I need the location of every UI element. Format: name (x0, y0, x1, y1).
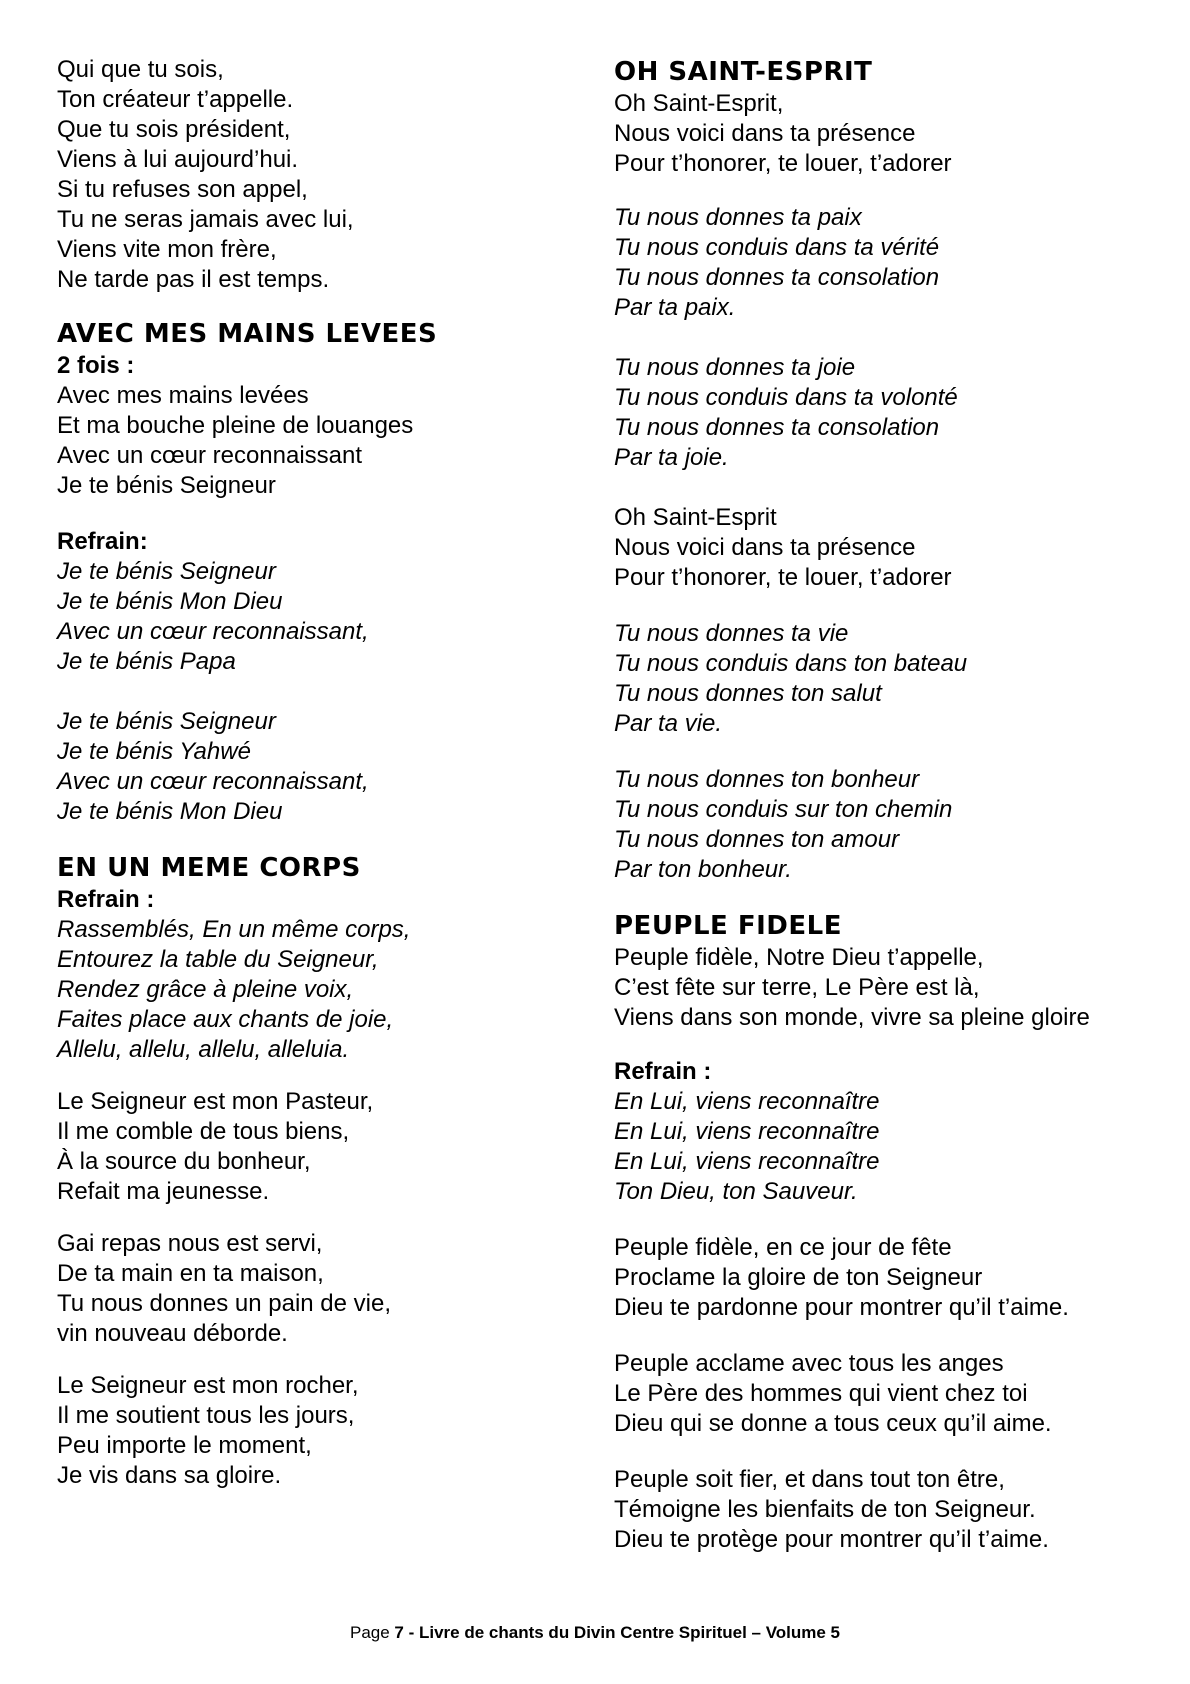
refrain-line: En Lui, viens reconnaître (614, 1148, 880, 1175)
song-title: OH SAINT-ESPRIT (614, 57, 873, 87)
stanza-spacer (57, 1349, 577, 1371)
lyric-line: Avec un cœur reconnaissant (57, 442, 363, 469)
lyric-line: Pour t’honorer, te louer, t’adorer (614, 150, 952, 177)
footer-prefix: Page (349, 1623, 395, 1642)
stanza-spacer (614, 593, 1174, 619)
lyric-line: À la source du bonheur, (57, 1148, 311, 1175)
refrain-line: Tu nous conduis dans ta volonté (614, 384, 958, 411)
section-label: 2 fois : (57, 352, 135, 379)
lyric-line: Je te bénis Seigneur (57, 472, 276, 499)
lyric-line: Peuple fidèle, en ce jour de fête (614, 1234, 952, 1261)
stanza-spacer (614, 1207, 1174, 1233)
refrain-line: Allelu, allelu, allelu, alleluia. (57, 1036, 350, 1063)
footer-page-number: 7 (394, 1623, 404, 1642)
refrain-line: Tu nous conduis dans ton bateau (614, 650, 968, 677)
refrain-line: Tu nous conduis dans ta vérité (614, 234, 940, 261)
refrain-line: En Lui, viens reconnaître (614, 1088, 880, 1115)
lyric-line: Peuple fidèle, Notre Dieu t’appelle, (614, 944, 984, 971)
section-label: Refrain : (57, 886, 155, 913)
refrain-line: En Lui, viens reconnaître (614, 1118, 880, 1145)
lyric-line: Peuple acclame avec tous les anges (614, 1350, 1004, 1377)
lyric-line: Ne tarde pas il est temps. (57, 266, 330, 293)
lyric-line: Nous voici dans ta présence (614, 534, 916, 561)
refrain-line: Tu nous donnes ton bonheur (614, 766, 920, 793)
stanza-spacer (614, 1439, 1174, 1465)
lyric-line: Ton créateur t’appelle. (57, 86, 294, 113)
lyric-line: Il me soutient tous les jours, (57, 1402, 355, 1429)
refrain-line: Avec un cœur reconnaissant, (57, 618, 369, 645)
refrain-line: Tu nous conduis sur ton chemin (614, 796, 953, 823)
lyric-line: Pour t’honorer, te louer, t’adorer (614, 564, 952, 591)
lyric-line: De ta main en ta maison, (57, 1260, 324, 1287)
song-title: AVEC MES MAINS LEVEES (57, 319, 438, 349)
refrain-line: Avec un cœur reconnaissant, (57, 768, 369, 795)
lyric-line: Viens dans son monde, vivre sa pleine gloire (614, 1004, 1090, 1031)
stanza-spacer (57, 501, 577, 527)
right-column (614, 55, 1174, 1555)
stanza-spacer (57, 295, 577, 317)
refrain-line: Rendez grâce à pleine voix, (57, 976, 354, 1003)
lyric-line: Oh Saint-Esprit (614, 504, 777, 531)
lyric-line: Tu ne seras jamais avec lui, (57, 206, 354, 233)
section-label: Refrain : (614, 1058, 712, 1085)
lyric-line: Peuple soit fier, et dans tout ton être, (614, 1466, 1005, 1493)
lyric-line: Que tu sois président, (57, 116, 291, 143)
refrain-line: Par ta joie. (614, 444, 729, 471)
refrain-line: Entourez la table du Seigneur, (57, 946, 379, 973)
footer-title: - Livre de chants du Divin Centre Spirituel – Volume 5 (403, 1623, 841, 1642)
lyric-line: Viens vite mon frère, (57, 236, 277, 263)
refrain-line: Rassemblés, En un même corps, (57, 916, 411, 943)
lyric-line: Dieu qui se donne a tous ceux qu’il aime. (614, 1410, 1052, 1437)
refrain-line: Je te bénis Seigneur (57, 558, 276, 585)
lyric-line: Proclame la gloire de ton Seigneur (614, 1264, 983, 1291)
refrain-line: Tu nous donnes ta consolation (614, 414, 940, 441)
song-title: PEUPLE FIDELE (614, 911, 842, 941)
lyric-line: Peu importe le moment, (57, 1432, 312, 1459)
lyric-line: Si tu refuses son appel, (57, 176, 308, 203)
refrain-line: Faites place aux chants de joie, (57, 1006, 394, 1033)
page-footer (0, 1622, 1190, 1644)
lyric-line: Témoigne les bienfaits de ton Seigneur. (614, 1496, 1036, 1523)
lyric-line: Tu nous donnes un pain de vie, (57, 1290, 392, 1317)
refrain-line: Par ton bonheur. (614, 856, 792, 883)
stanza-spacer (57, 1207, 577, 1229)
refrain-line: Tu nous donnes ton salut (614, 680, 882, 707)
lyric-line: C’est fête sur terre, Le Père est là, (614, 974, 980, 1001)
stanza-spacer (614, 885, 1174, 909)
lyric-line: vin nouveau déborde. (57, 1320, 288, 1347)
lyric-line: Qui que tu sois, (57, 56, 224, 83)
refrain-line: Je te bénis Seigneur (57, 708, 276, 735)
lyric-line: Gai repas nous est servi, (57, 1230, 323, 1257)
section-label: Refrain: (57, 528, 148, 555)
stanza-spacer (614, 1033, 1174, 1057)
lyric-line: Le Seigneur est mon rocher, (57, 1372, 359, 1399)
lyric-line: Avec mes mains levées (57, 382, 309, 409)
refrain-line: Tu nous donnes ta joie (614, 354, 856, 381)
stanza-spacer (57, 677, 577, 707)
lyric-line: Et ma bouche pleine de louanges (57, 412, 414, 439)
refrain-line: Tu nous donnes ta paix (614, 204, 862, 231)
lyric-line: Il me comble de tous biens, (57, 1118, 350, 1145)
left-column (57, 55, 577, 1491)
stanza-spacer (614, 323, 1174, 353)
lyric-line: Refait ma jeunesse. (57, 1178, 270, 1205)
stanza-spacer (614, 1323, 1174, 1349)
lyric-line: Nous voici dans ta présence (614, 120, 916, 147)
stanza-spacer (57, 1065, 577, 1087)
lyric-line: Viens à lui aujourd’hui. (57, 146, 299, 173)
refrain-line: Tu nous donnes ta vie (614, 620, 849, 647)
stanza-spacer (614, 179, 1174, 203)
refrain-line: Je te bénis Yahwé (57, 738, 251, 765)
refrain-line: Par ta vie. (614, 710, 723, 737)
stanza-spacer (614, 473, 1174, 503)
refrain-line: Je te bénis Mon Dieu (57, 588, 283, 615)
refrain-line: Ton Dieu, ton Sauveur. (614, 1178, 858, 1205)
refrain-line: Par ta paix. (614, 294, 736, 321)
stanza-spacer (57, 827, 577, 851)
lyric-line: Dieu te protège pour montrer qu’il t’aime. (614, 1526, 1049, 1553)
refrain-line: Tu nous donnes ta consolation (614, 264, 940, 291)
stanza-spacer (614, 739, 1174, 765)
refrain-line: Je te bénis Papa (57, 648, 236, 675)
song-title: EN UN MEME CORPS (57, 853, 361, 883)
lyric-line: Le Père des hommes qui vient chez toi (614, 1380, 1028, 1407)
lyric-line: Je vis dans sa gloire. (57, 1462, 282, 1489)
refrain-line: Tu nous donnes ton amour (614, 826, 900, 853)
refrain-line: Je te bénis Mon Dieu (57, 798, 283, 825)
lyric-line: Le Seigneur est mon Pasteur, (57, 1088, 374, 1115)
lyric-line: Dieu te pardonne pour montrer qu’il t’aime. (614, 1294, 1069, 1321)
lyric-line: Oh Saint-Esprit, (614, 90, 784, 117)
